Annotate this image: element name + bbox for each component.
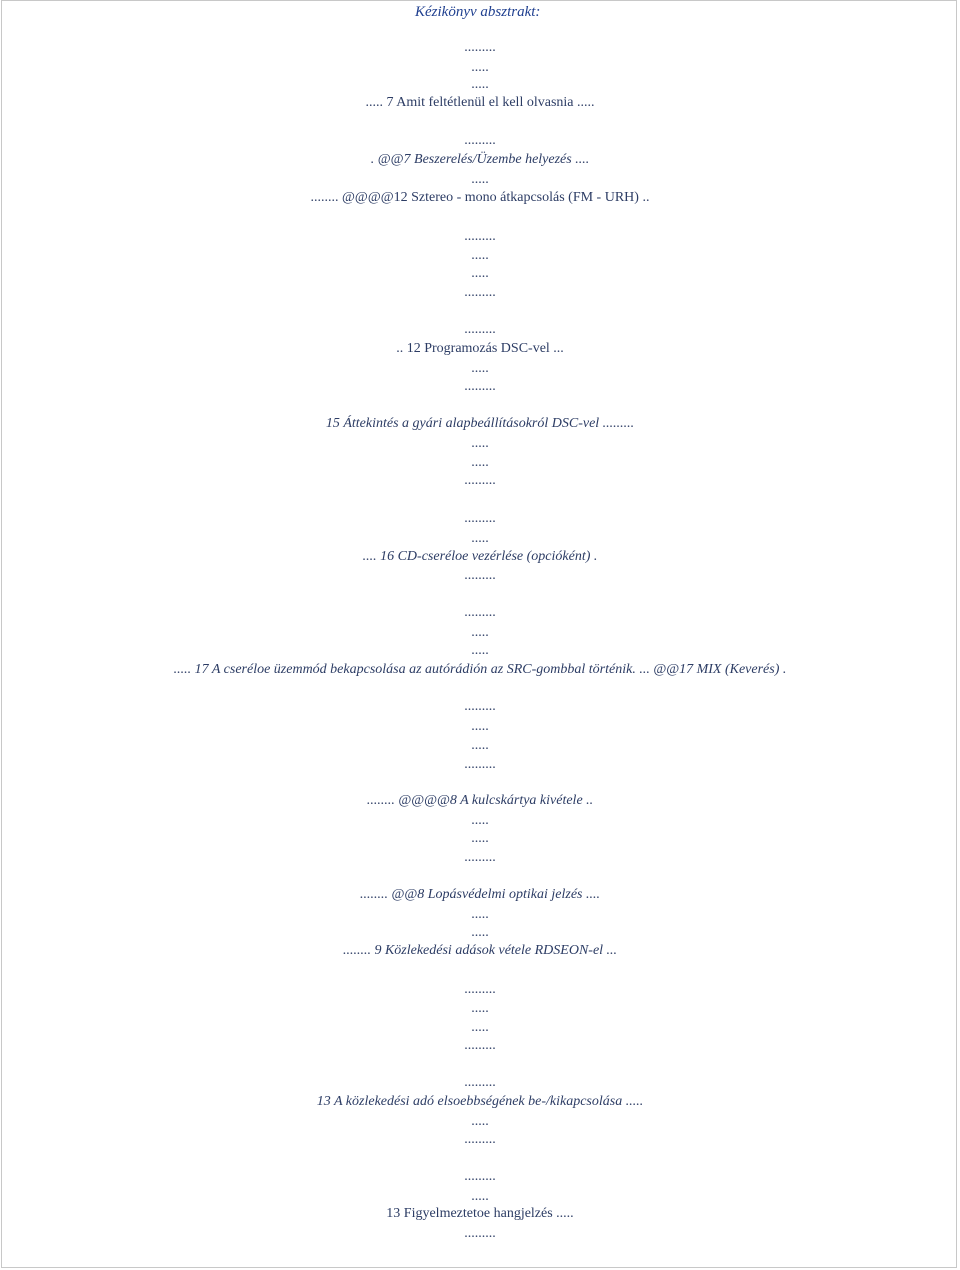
toc-line: .... 16 CD-cseréloe vezérlése (opcióként) . bbox=[362, 549, 598, 564]
toc-line: ..... bbox=[471, 531, 489, 546]
toc-line: ..... bbox=[471, 361, 489, 376]
toc-line: ......... bbox=[464, 1075, 496, 1090]
toc-line: ..... bbox=[471, 1114, 489, 1129]
toc-line: ..... bbox=[471, 172, 489, 187]
toc-line: 15 Áttekintés a gyári alapbeállításokról DSC-vel ......... bbox=[325, 416, 635, 431]
toc-line: ......... bbox=[464, 1038, 496, 1053]
toc-line: ......... bbox=[464, 229, 496, 244]
toc-line: ........ @@8 Lopásvédelmi optikai jelzés .... bbox=[359, 887, 600, 902]
abstract-heading: Kézikönyv absztrakt: bbox=[415, 4, 541, 20]
toc-line: ..... bbox=[471, 1189, 489, 1204]
toc-line: ......... bbox=[464, 1226, 496, 1241]
toc-line: ..... bbox=[471, 266, 489, 281]
toc-line: ..... bbox=[471, 738, 489, 753]
toc-line: ......... bbox=[464, 133, 496, 148]
toc-line: 13 A közlekedési adó elsoebbségének be-/kikapcsolása ..... bbox=[316, 1094, 644, 1109]
toc-line: ......... bbox=[464, 850, 496, 865]
toc-line: ..... bbox=[471, 436, 489, 451]
toc-line: ......... bbox=[464, 473, 496, 488]
toc-line: ..... bbox=[471, 248, 489, 263]
toc-line: ......... bbox=[464, 1132, 496, 1147]
toc-line: ......... bbox=[464, 1169, 496, 1184]
toc-line: ......... bbox=[464, 379, 496, 394]
toc-line: ..... bbox=[471, 643, 489, 658]
toc-line: ..... bbox=[471, 1020, 489, 1035]
toc-line: ..... 17 A cseréloe üzemmód bekapcsolása az autórádión az SRC-gombbal történik. ... @@17 MIX (Keverés) . bbox=[173, 662, 787, 677]
toc-line: ......... bbox=[464, 757, 496, 772]
toc-line: ........ @@@@12 Sztereo - mono átkapcsolás (FM - URH) .. bbox=[310, 190, 650, 205]
toc-line: ......... bbox=[464, 982, 496, 997]
toc-line: ........ 9 Közlekedési adások vétele RDSEON-el ... bbox=[342, 943, 618, 958]
toc-line: ........ @@@@8 A kulcskártya kivétele .. bbox=[366, 793, 594, 808]
toc-line: ......... bbox=[464, 322, 496, 337]
toc-line: 13 Figyelmeztetoe hangjelzés ..... bbox=[386, 1206, 574, 1221]
toc-line: ..... bbox=[471, 60, 489, 75]
toc-line: ..... bbox=[471, 813, 489, 828]
toc-line: ..... bbox=[471, 719, 489, 734]
toc-line: .. 12 Programozás DSC-vel ... bbox=[396, 341, 564, 356]
toc-line: ..... bbox=[471, 455, 489, 470]
toc-line: ..... bbox=[471, 1001, 489, 1016]
toc-line: ......... bbox=[464, 511, 496, 526]
toc-line: ..... 7 Amit feltétlenül el kell olvasnia ..... bbox=[365, 95, 595, 110]
toc-line: ......... bbox=[464, 285, 496, 300]
toc-line: ..... bbox=[471, 831, 489, 846]
toc-line: ..... bbox=[471, 625, 489, 640]
toc-line: ......... bbox=[464, 40, 496, 55]
toc-line: ......... bbox=[464, 605, 496, 620]
toc-line: ......... bbox=[464, 699, 496, 714]
toc-line: . @@7 Beszerelés/Üzembe helyezés .... bbox=[370, 152, 590, 167]
toc-line: ......... bbox=[464, 568, 496, 583]
toc-line: ..... bbox=[471, 925, 489, 940]
toc-line: ..... bbox=[471, 907, 489, 922]
toc-line: ..... bbox=[471, 77, 489, 92]
